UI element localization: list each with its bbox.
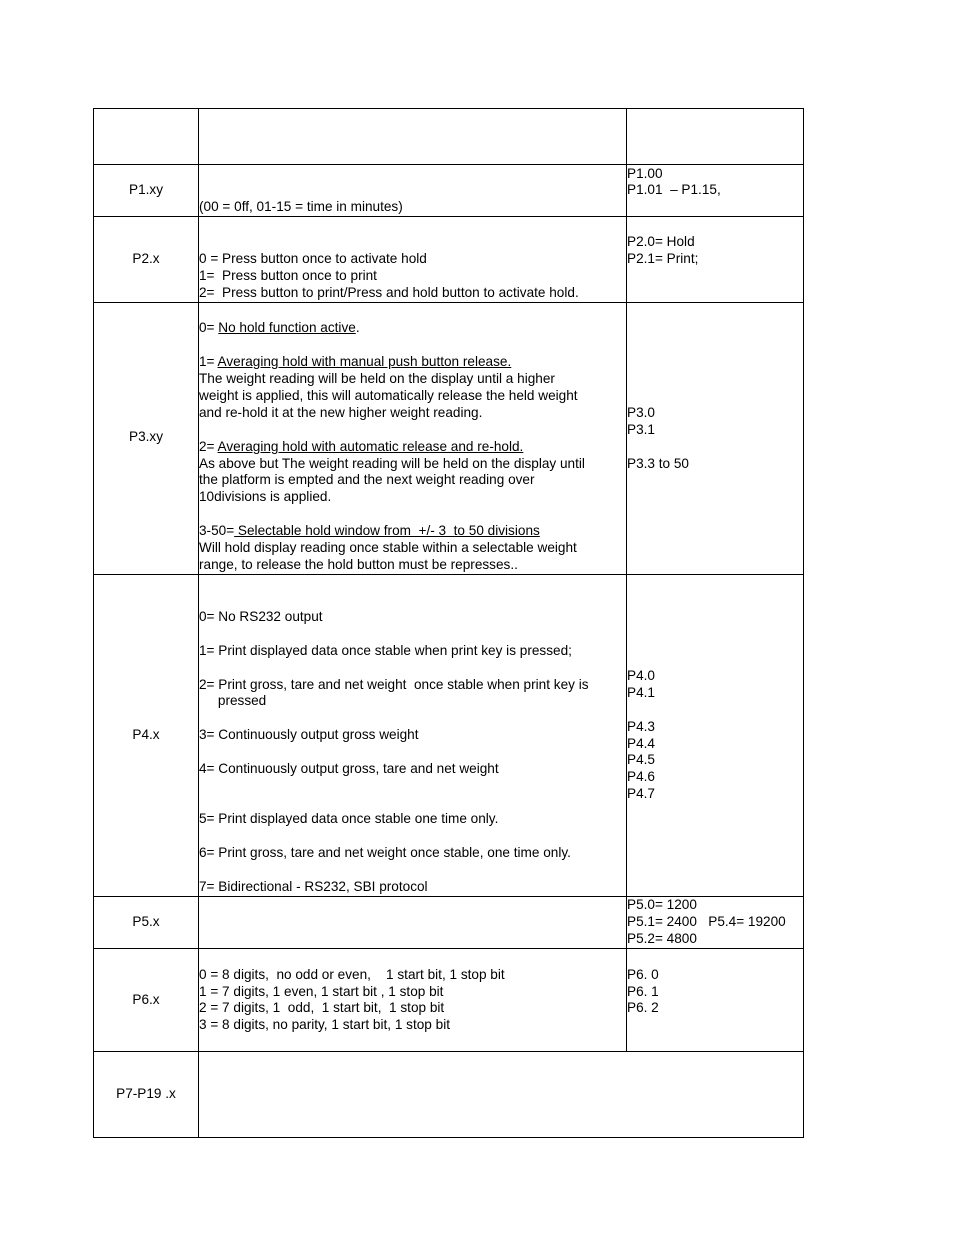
description-line: 1 = 7 digits, 1 even, 1 start bit , 1 stop bit [199,984,444,999]
description-line: range, to release the hold button must be represses.. [199,557,518,572]
description-line: 1= Averaging hold with manual push button release. [199,354,512,369]
row-divider [93,216,804,217]
underlined-heading: Selectable hold window from +/- 3 to 50 divisions [234,523,540,538]
description-line: 2= Press button to print/Press and hold button to activate hold. [199,285,579,300]
setting-line: P4.3 [627,719,655,734]
row-divider [93,896,804,897]
setting-line: P5.1= 2400 P5.4= 19200 [627,914,786,929]
description-line: 1= Press button once to print [199,268,377,283]
setting-line: P1.01 – P1.15, [627,182,721,197]
description-line: (00 = 0ff, 01-15 = time in minutes) [199,199,403,214]
description-line: 3-50= Selectable hold window from +/- 3 to 50 divisions [199,523,540,538]
setting-line: P4.0 [627,668,655,683]
description-line: weight is applied, this will automatically release the held weight [199,388,578,403]
param-label: P2.x [132,251,160,266]
param-label: P7-P19 .x [116,1086,176,1101]
setting-line: P2.0= Hold [627,234,695,249]
table-border-bottom [93,1137,804,1138]
setting-line: P4.6 [627,769,655,784]
setting-line: P2.1= Print; [627,251,699,266]
row-divider [93,574,804,575]
setting-line: P5.2= 4800 [627,931,697,946]
setting-line: P4.5 [627,752,655,767]
description-line: 2 = 7 digits, 1 odd, 1 start bit, 1 stop bit [199,1000,445,1015]
description-line: 10divisions is applied. [199,489,332,504]
row-divider [93,948,804,949]
description-line: 6= Print gross, tare and net weight once stable, one time only. [199,845,571,860]
table-border-top [93,108,804,109]
description-line: As above but The weight reading will be held on the display until [199,456,585,471]
parameter-table [93,108,804,1138]
param-label: P5.x [132,914,160,929]
description-line: pressed [199,693,267,708]
setting-line: P6. 1 [627,984,659,999]
underlined-heading: Averaging hold with automatic release and re-hold. [217,439,524,454]
setting-line: P6. 2 [627,1000,659,1015]
setting-line: P1.00 [627,166,663,181]
description-line: 0 = Press button once to activate hold [199,251,427,266]
setting-line: P3.0 [627,405,655,420]
table-border-right [803,108,804,1138]
description-line: 0= No RS232 output [199,609,323,624]
setting-line: P4.1 [627,685,655,700]
description-line: the platform is empted and the next weight reading over [199,472,535,487]
description-line: 2= Print gross, tare and net weight once stable when print key is [199,677,589,692]
row-divider [93,302,804,303]
param-label: P3.xy [129,429,163,444]
description-line: Will hold display reading once stable within a selectable weight [199,540,577,555]
description-line: 7= Bidirectional - RS232, SBI protocol [199,879,428,894]
setting-line: P3.3 to 50 [627,456,689,471]
param-label: P6.x [132,992,160,1007]
underlined-heading: Averaging hold with manual push button release. [217,354,512,369]
description-line: 2= Averaging hold with automatic release and re-hold. [199,439,524,454]
description-line: 0 = 8 digits, no odd or even, 1 start bit, 1 stop bit [199,967,505,982]
setting-line: P4.7 [627,786,655,801]
description-line: 0= No hold function active. [199,320,360,335]
underlined-heading: No hold function active [218,320,356,335]
description-line: and re-hold it at the new higher weight reading. [199,405,483,420]
row-divider [93,1051,804,1052]
description-line: 3= Continuously output gross weight [199,727,419,742]
param-label: P4.x [132,727,160,742]
description-line: The weight reading will be held on the display until a higher [199,371,555,386]
description-line: 1= Print displayed data once stable when print key is pressed; [199,643,572,658]
param-label: P1.xy [129,182,163,197]
description-line: 4= Continuously output gross, tare and net weight [199,761,499,776]
setting-line: P4.4 [627,736,655,751]
setting-line: P6. 0 [627,967,659,982]
row-divider [93,164,804,165]
setting-line: P3.1 [627,422,655,437]
description-line: 5= Print displayed data once stable one time only. [199,811,499,826]
setting-line: P5.0= 1200 [627,897,697,912]
description-line: 3 = 8 digits, no parity, 1 start bit, 1 stop bit [199,1017,450,1032]
